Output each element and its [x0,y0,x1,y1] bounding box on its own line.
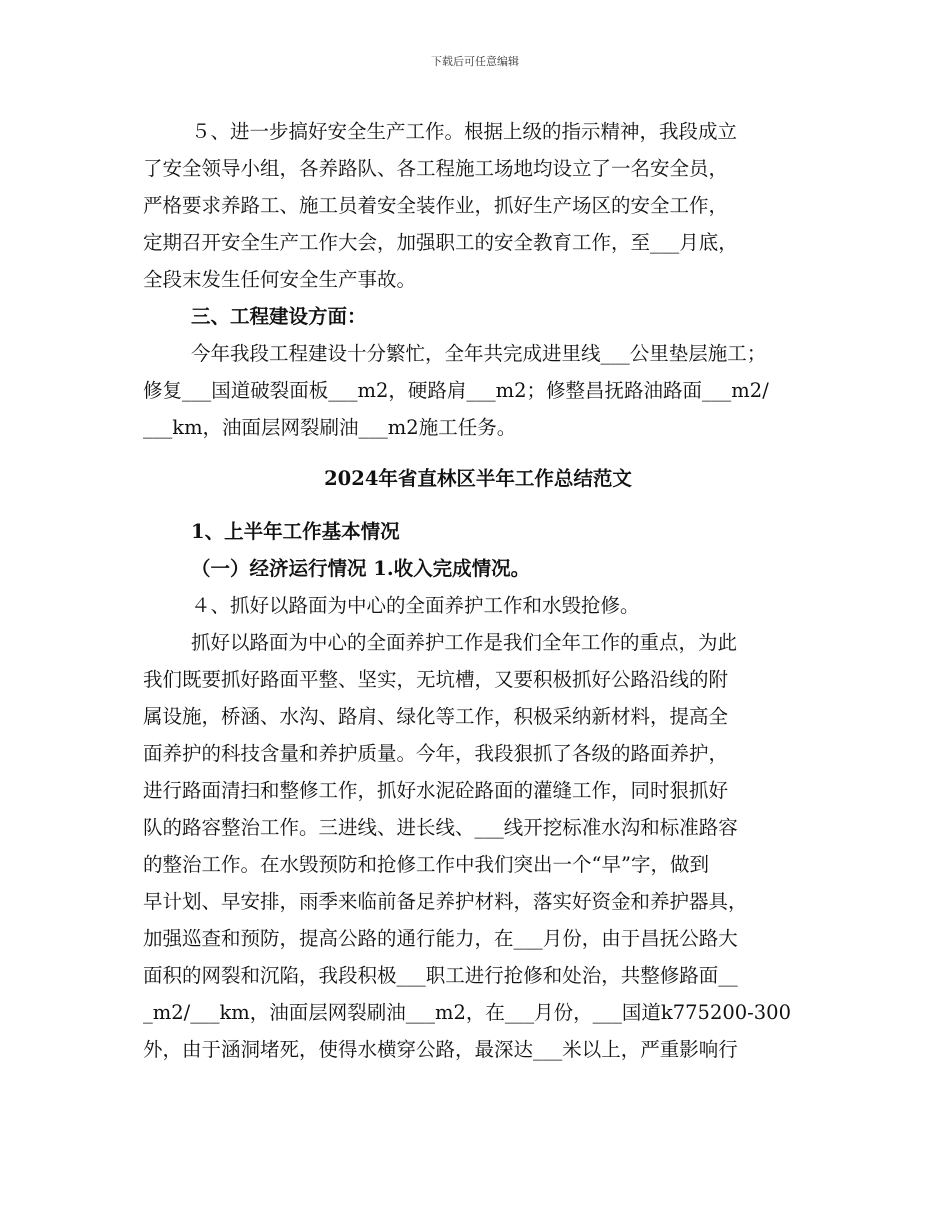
maintenance-paragraph [143,624,813,1068]
engineering-paragraph [143,335,813,446]
safety-paragraph [143,113,813,298]
paragraph-line: 今年我段工程建设十分繁忙，全年共完成进里线___公里垫层施工； [191,342,767,365]
paragraph-line: 外，由于涵洞堵死，使得水横穿公路，最深达___米以上，严重影响行 [143,1038,738,1061]
paragraph-line: 的整治工作。在水毁预防和抢修工作中我们突出一个“早”字，做到 [143,853,709,876]
subheading-maintenance: ４、抓好以路面为中心的全面养护工作和水毁抢修。 [191,594,640,617]
section-heading-engineering: 三、工程建设方面： [191,305,367,328]
paragraph-line: 我们既要抓好路面平整、坚实，无坑槽，又要积极抓好公路沿线的附 [143,668,729,691]
paragraph-line: 面养护的科技含量和养护质量。今年，我段狠抓了各级的路面养护， [143,742,729,765]
page-header: 下载后可任意编辑 [431,55,519,68]
paragraph-line: 严格要求养路工、施工员着安全装作业，抓好生产场区的安全工作， [143,194,729,217]
document-body [143,113,813,1068]
paragraph-line: 了安全领导小组，各养路队、各工程施工场地均设立了一名安全员， [143,157,729,180]
paragraph-line: 全段末发生任何安全生产事故。 [143,268,417,291]
paragraph-line: 早计划、早安排，雨季来临前备足养护材料，落实好资金和养护器具， [143,890,748,913]
paragraph-line: 进行路面清扫和整修工作，抓好水泥砼路面的灌缝工作，同时狠抓好 [143,779,729,802]
paragraph-line: ___km，油面层网裂刷油___m2施工任务。 [143,416,517,439]
paragraph-line: _m2/___km，油面层网裂刷油___m2，在___月份，___国道k775200-300 [143,1001,791,1024]
paragraph-line: 加强巡查和预防，提高公路的通行能力，在___月份，由于昌抚公路大 [143,927,738,950]
section-heading-economy: （一）经济运行情况 1.收入完成情况。 [191,557,531,580]
paragraph-line: 属设施，桥涵、水沟、路肩、绿化等工作，积极采纳新材料，提高全 [143,705,729,728]
paragraph-line: ５、进一步搞好安全生产工作。根据上级的指示精神，我段成立 [191,120,738,143]
paragraph-line: 队的路容整治工作。三进线、进长线、___线开挖标准水沟和标准路容 [143,816,738,839]
paragraph-line: 面积的网裂和沉陷，我段积极___职工进行抢修和处治，共整修路面__ [143,964,738,987]
paragraph-line: 抓好以路面为中心的全面养护工作是我们全年工作的重点，为此 [191,631,738,654]
paragraph-line: 修复___国道破裂面板___m2，硬路肩___m2；修整昌抚路油路面___m2/ [143,379,769,402]
section-heading-basic: 1、上半年工作基本情况 [191,520,400,543]
document-title: 2024年省直林区半年工作总结范文 [324,467,632,490]
paragraph-line: 定期召开安全生产工作大会，加强职工的安全教育工作，至___月底， [143,231,738,254]
